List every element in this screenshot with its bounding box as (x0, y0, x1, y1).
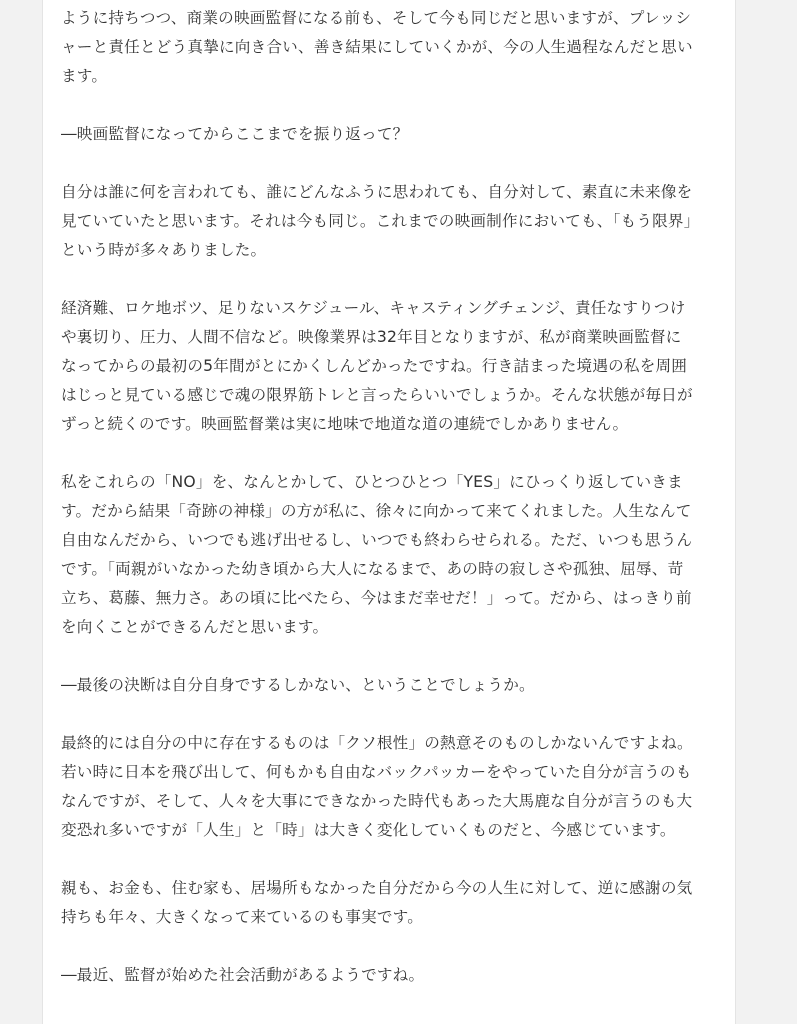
interview-question: ―最近、監督が始めた社会活動があるようですね。 (61, 966, 425, 984)
answer-paragraph: 親も、お金も、住む家も、居場所もなかった自分だから今の人生に対して、逆に感謝の気 持ちも年々、大きくなって来ているのも事実です。 (61, 879, 693, 926)
answer-paragraph: 私をこれらの「NO」を、なんとかして、ひとつひとつ「YES」にひっくり返していきま す。だから結果「奇跡の神様」の方が私に、徐々に向かって来てくれました。人生なんて 自由なんだから、いつでも逃げ出せるし、いつでも終わらせられる。ただ、いつも思うん です。「両親がいなかった幼き頃から大人になるまで、あの時の寂しさや孤独、屈辱、苛 立ち、葛藤、無力さ。あの頃に比べたら、今はまだ幸せだ！」って。だから、はっきり前 を向くことができるんだと思います。 (61, 473, 693, 636)
answer-paragraph: 経済難、ロケ地ボツ、足りないスケジュール、キャスティングチェンジ、責任なすりつけ や裏切り、圧力、人間不信など。映像業界は32年目となりますが、私が商業映画監督に なってからの最初の5年間がとにかくしんどかったですね。行き詰まった境遇の私を周囲 はじっと見ている感じで魂の限界筋トレと言ったらいいでしょうか。そんな状態が毎日が ずっと続くのです。映画監督業は実に地味で地道な道の連続でしかありません。 (61, 299, 693, 433)
answer-paragraph: 自分は誰に何を言われても、誰にどんなふうに思われても、自分対して、素直に未来像を 見ていていたと思います。それは今も同じ。これまでの映画制作においても、「もう限界」 という時が多々ありました。 (61, 183, 700, 259)
answer-paragraph: 最終的には自分の中に存在するものは「クソ根性」の熱意そのものしかないんですよね。 若い時に日本を飛び出して、何もかも自由なバックパッカーをやっていた自分が言うのも なんですが、そして、人々を大事にできなかった時代もあった大馬鹿な自分が言うのも大 変恐れ多いですが「人生」と「時」は大きく変化していくものだと、今感じています。 (61, 734, 693, 839)
interview-question: ―映画監督になってからここまでを振り返って？ (61, 125, 409, 143)
interview-question: ―最後の決断は自分自身でするしかない、ということでしょうか。 (61, 676, 535, 694)
article-page (42, 0, 736, 1024)
article-body (61, 4, 733, 1019)
answer-paragraph: ように持ちつつ、商業の映画監督になる前も、そして今も同じだと思いますが、プレッシ ャーと責任とどう真摯に向き合い、善き結果にしていくかが、今の人生過程なんだと思い ます。 (61, 9, 693, 85)
